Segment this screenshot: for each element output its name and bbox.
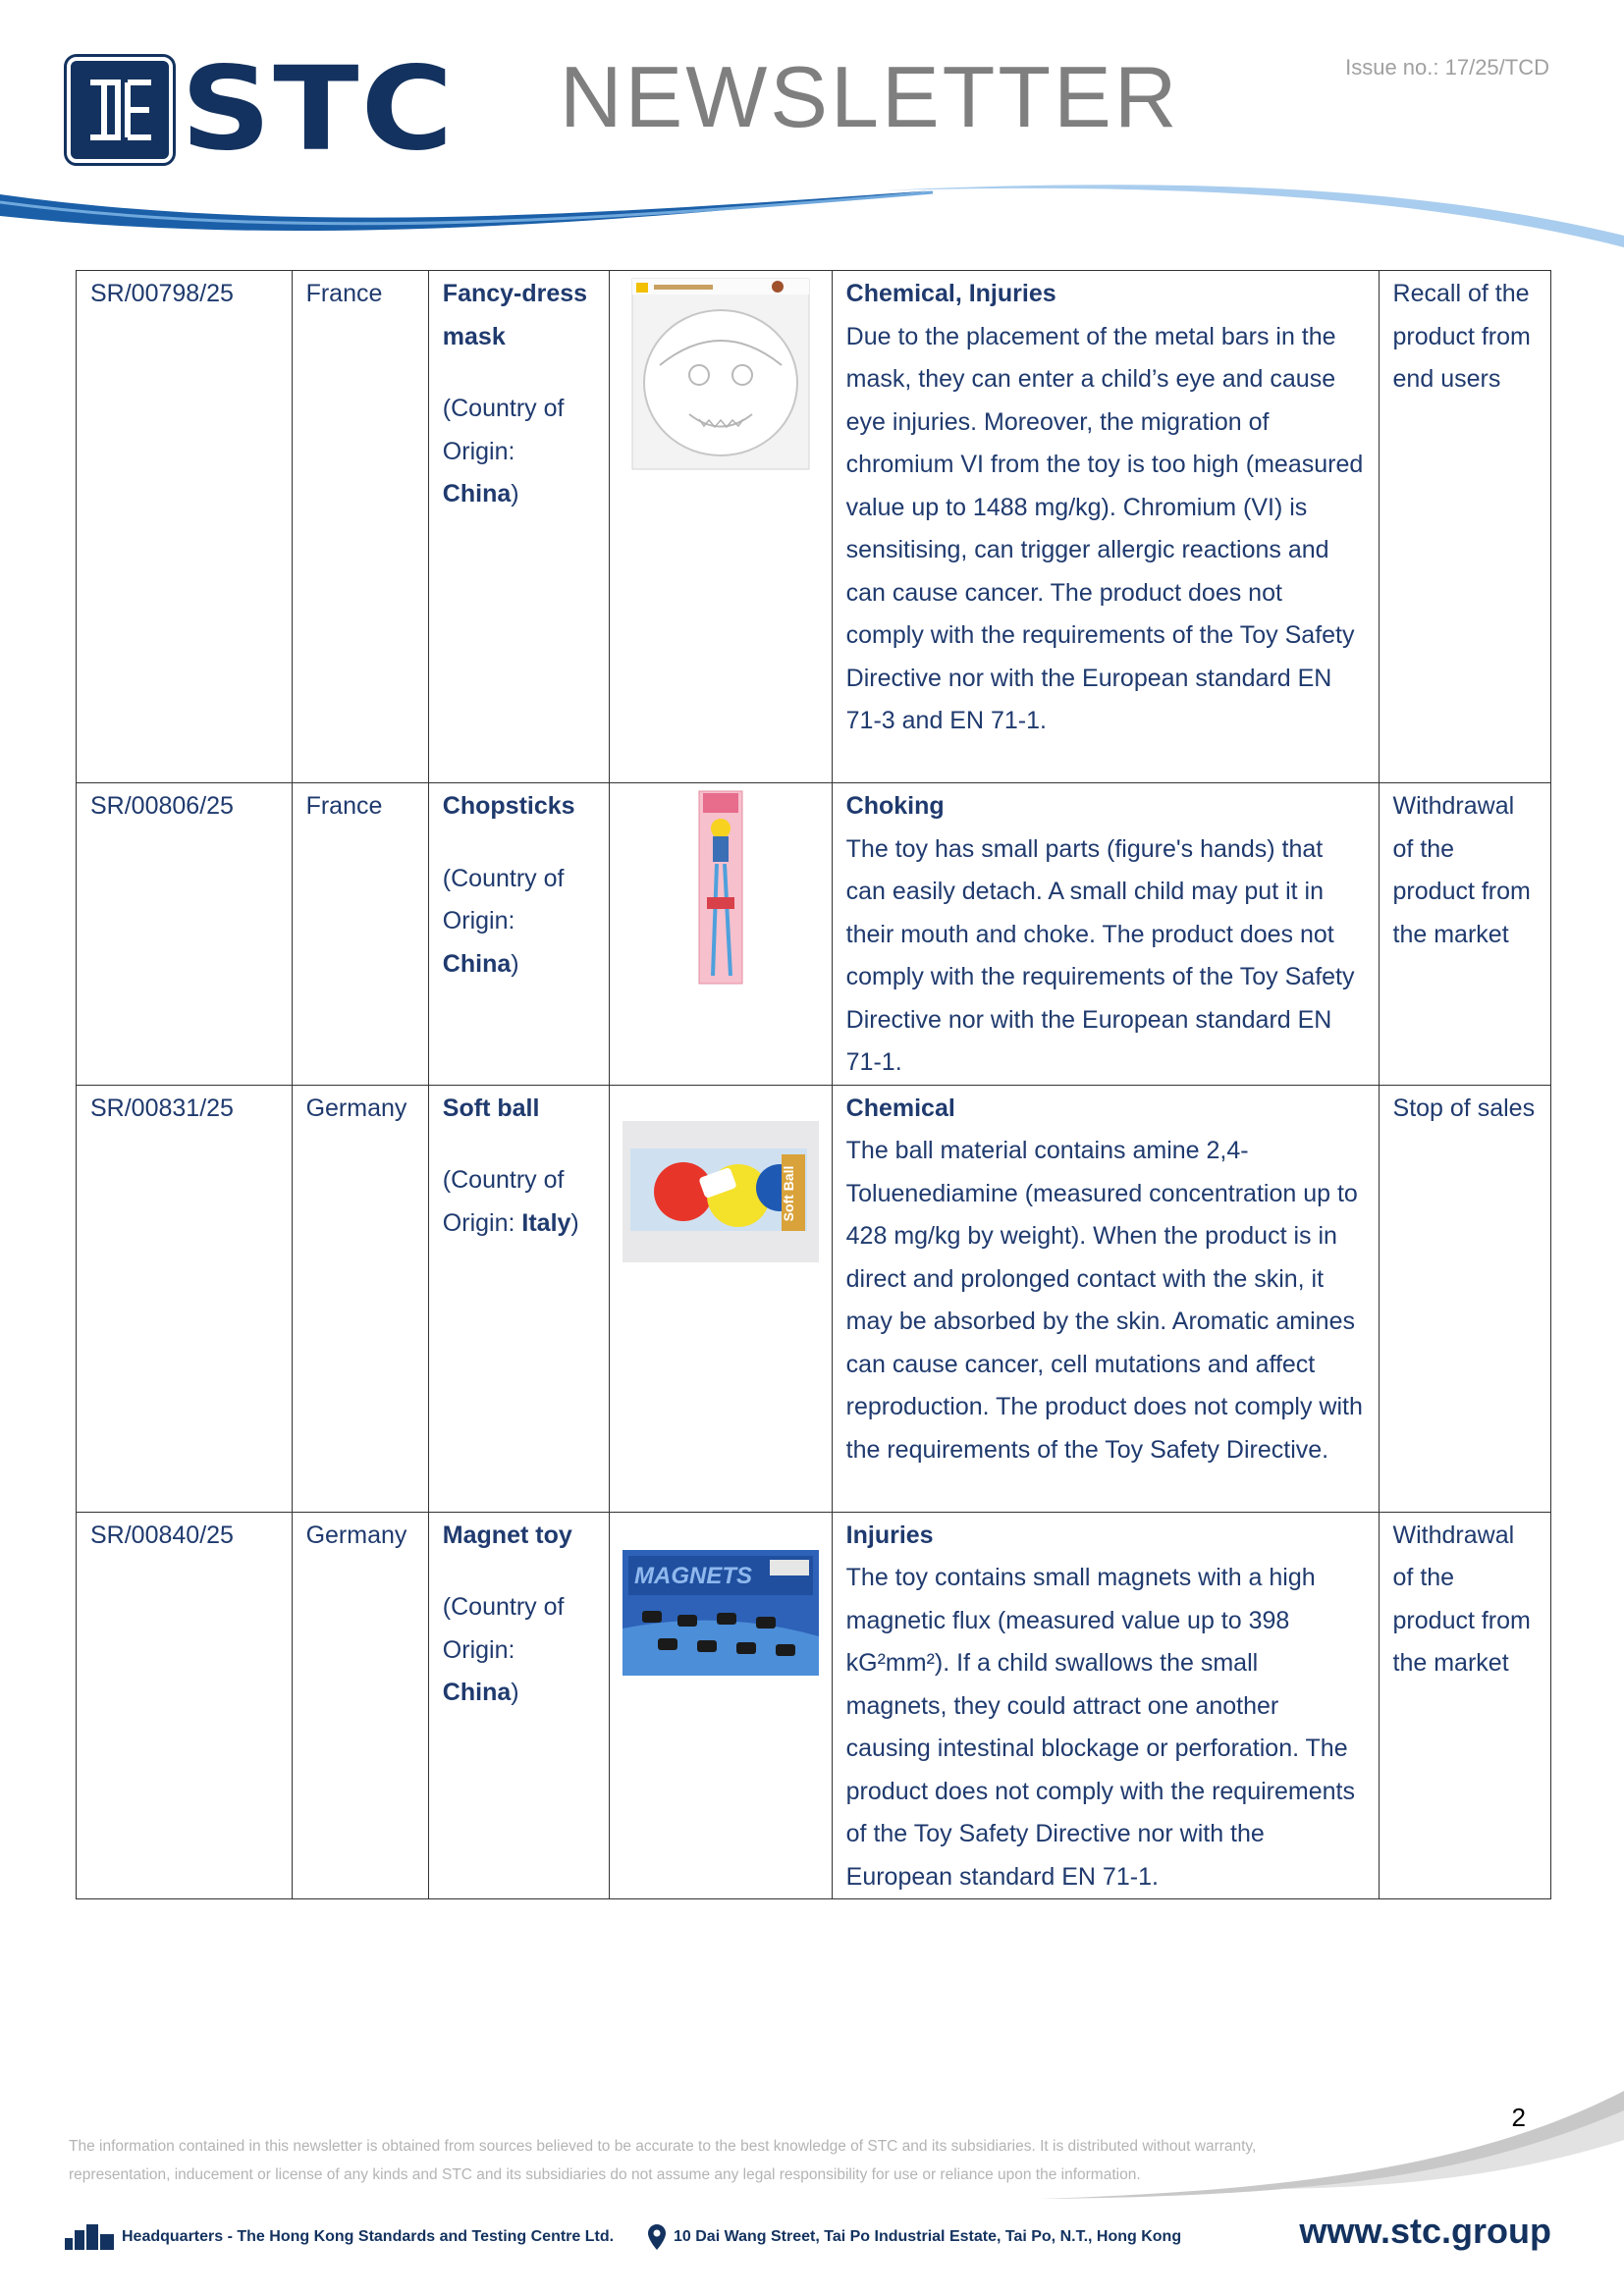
risk-description-cell (832, 783, 1379, 1086)
origin-suffix: ) (511, 1679, 519, 1706)
notifying-country: France (292, 271, 428, 783)
measure-taken: Recall of the product from end users (1379, 271, 1550, 783)
origin-country: Italy (521, 1208, 571, 1237)
location-pin-icon (648, 2224, 666, 2250)
origin-prefix: (Country of Origin: (442, 864, 565, 934)
origin-suffix: ) (511, 949, 519, 978)
chopsticks-product-photo-icon (691, 789, 750, 986)
product-name: Magnet toy (442, 1521, 572, 1549)
soft-ball-package-label: Soft Ball (780, 1165, 796, 1221)
product-image-cell (610, 271, 832, 783)
product-image-cell (610, 783, 832, 1086)
table-row (77, 271, 1551, 783)
mask-product-photo-icon (630, 277, 811, 471)
risk-type: Chemical, Injuries (845, 280, 1056, 307)
notifying-country: Germany (292, 1512, 428, 1899)
newsletter-title: NEWSLETTER (560, 48, 1180, 145)
product-cell (428, 1512, 609, 1899)
risk-type: Choking (845, 792, 945, 820)
building-icon (65, 2224, 114, 2250)
issue-number: Issue no.: 17/25/TCD (1345, 55, 1549, 80)
magnet-toy-product-photo-icon (623, 1550, 819, 1676)
risk-description-cell (832, 1085, 1379, 1512)
risk-description: The toy contains small magnets with a high magnetic flux (measured value up to 398 kG²mm²). If a child swallows the small magnets, they could attract one another causing intestinal blockage or perforation. The product does not comply with the requirements of the Toy Safety Directive nor with the European standard EN 71-1. (845, 1564, 1355, 1891)
country-of-origin (443, 858, 595, 987)
soft-ball-product-photo-icon (623, 1121, 819, 1262)
risk-type: Injuries (845, 1521, 934, 1549)
website-link[interactable]: www.stc.group (1299, 2211, 1551, 2251)
reference-number: SR/00831/25 (77, 1085, 293, 1512)
product-name: Chopsticks (442, 792, 575, 820)
product-cell (428, 1085, 609, 1512)
stc-logo (67, 42, 456, 178)
risk-description: The ball material contains amine 2,4-Toluenediamine (measured concentration up to 428 mg/kg by weight). When the product is in direct and prolonged contact with the skin, it may be absorbed by the skin. Aromatic amines can cause cancer, cell mutations and affect reproduction. The product does not comply with the requirements of the Toy Safety Directive. (845, 1137, 1363, 1464)
product-name: Soft ball (442, 1094, 540, 1122)
origin-prefix: (Country of Origin: (442, 1166, 565, 1237)
product-image-cell (610, 1085, 832, 1512)
risk-description-cell (832, 1512, 1379, 1899)
origin-country: China (442, 1679, 512, 1706)
recall-table (76, 270, 1551, 1899)
page-number: 2 (1511, 2103, 1526, 2132)
table-row (77, 783, 1551, 1086)
country-of-origin (443, 1159, 595, 1245)
risk-type: Chemical (845, 1094, 955, 1122)
risk-description: Due to the placement of the metal bars in the mask, they can enter a child’s eye and cause eye injuries. Moreover, the migration of chromium VI from the toy is too high (measured value up to 1488 mg/kg). Chromium (VI) is sensitising, can trigger allergic reactions and can cause cancer. The product does not comply with the requirements of the Toy Safety Directive nor with the European standard EN 71-3 and EN 71-1. (845, 322, 1364, 734)
product-cell (428, 271, 609, 783)
risk-description-cell (832, 271, 1379, 783)
disclaimer: The information contained in this newsletter is obtained from sources believed to be accurate to the best knowledge of STC and its subsidiaries. It is distributed without warranty, representation, inducement or license of any kinds and STC and its subsidiaries do not assume any legal responsibility for use or reliance upon the information. (69, 2138, 1257, 2183)
country-of-origin (443, 388, 595, 516)
risk-description: The toy has small parts (figure's hands) that can easily detach. A small child may put it in their mouth and choke. The product does not comply with the requirements of the Toy Safety Directive nor with the European standard EN 71-1. (845, 834, 1355, 1076)
headquarters (65, 2224, 614, 2250)
product-name: Fancy-dress mask (442, 280, 588, 350)
reference-number: SR/00798/25 (77, 271, 293, 783)
origin-prefix: (Country of Origin: (442, 1593, 565, 1664)
reference-number: SR/00806/25 (77, 783, 293, 1086)
measure-taken: Stop of sales (1379, 1085, 1550, 1512)
address-text: 10 Dai Wang Street, Tai Po Industrial Estate, Tai Po, N.T., Hong Kong (674, 2228, 1182, 2245)
product-cell (428, 783, 609, 1086)
measure-taken: Withdrawal of the product from the market (1379, 783, 1550, 1086)
reference-number: SR/00840/25 (77, 1512, 293, 1899)
address (648, 2224, 1181, 2250)
header-swoosh (0, 177, 1624, 255)
stc-logo-mark-icon (67, 57, 173, 163)
table-row (77, 1512, 1551, 1899)
country-of-origin (443, 1586, 595, 1715)
logo-wordmark: STC (181, 42, 456, 178)
origin-suffix: ) (511, 480, 519, 507)
origin-country: China (442, 949, 512, 978)
origin-country: China (442, 480, 512, 507)
notifying-country: France (292, 783, 428, 1086)
origin-suffix: ) (570, 1208, 579, 1237)
headquarters-label: Headquarters - The Hong Kong Standards and Testing Centre Ltd. (122, 2228, 615, 2245)
origin-prefix: (Country of Origin: (442, 395, 565, 465)
notifying-country: Germany (292, 1085, 428, 1512)
magnet-package-label: MAGNETS (633, 1562, 752, 1589)
measure-taken: Withdrawal of the product from the market (1379, 1512, 1550, 1899)
table-row (77, 1085, 1551, 1512)
product-image-cell (610, 1512, 832, 1899)
